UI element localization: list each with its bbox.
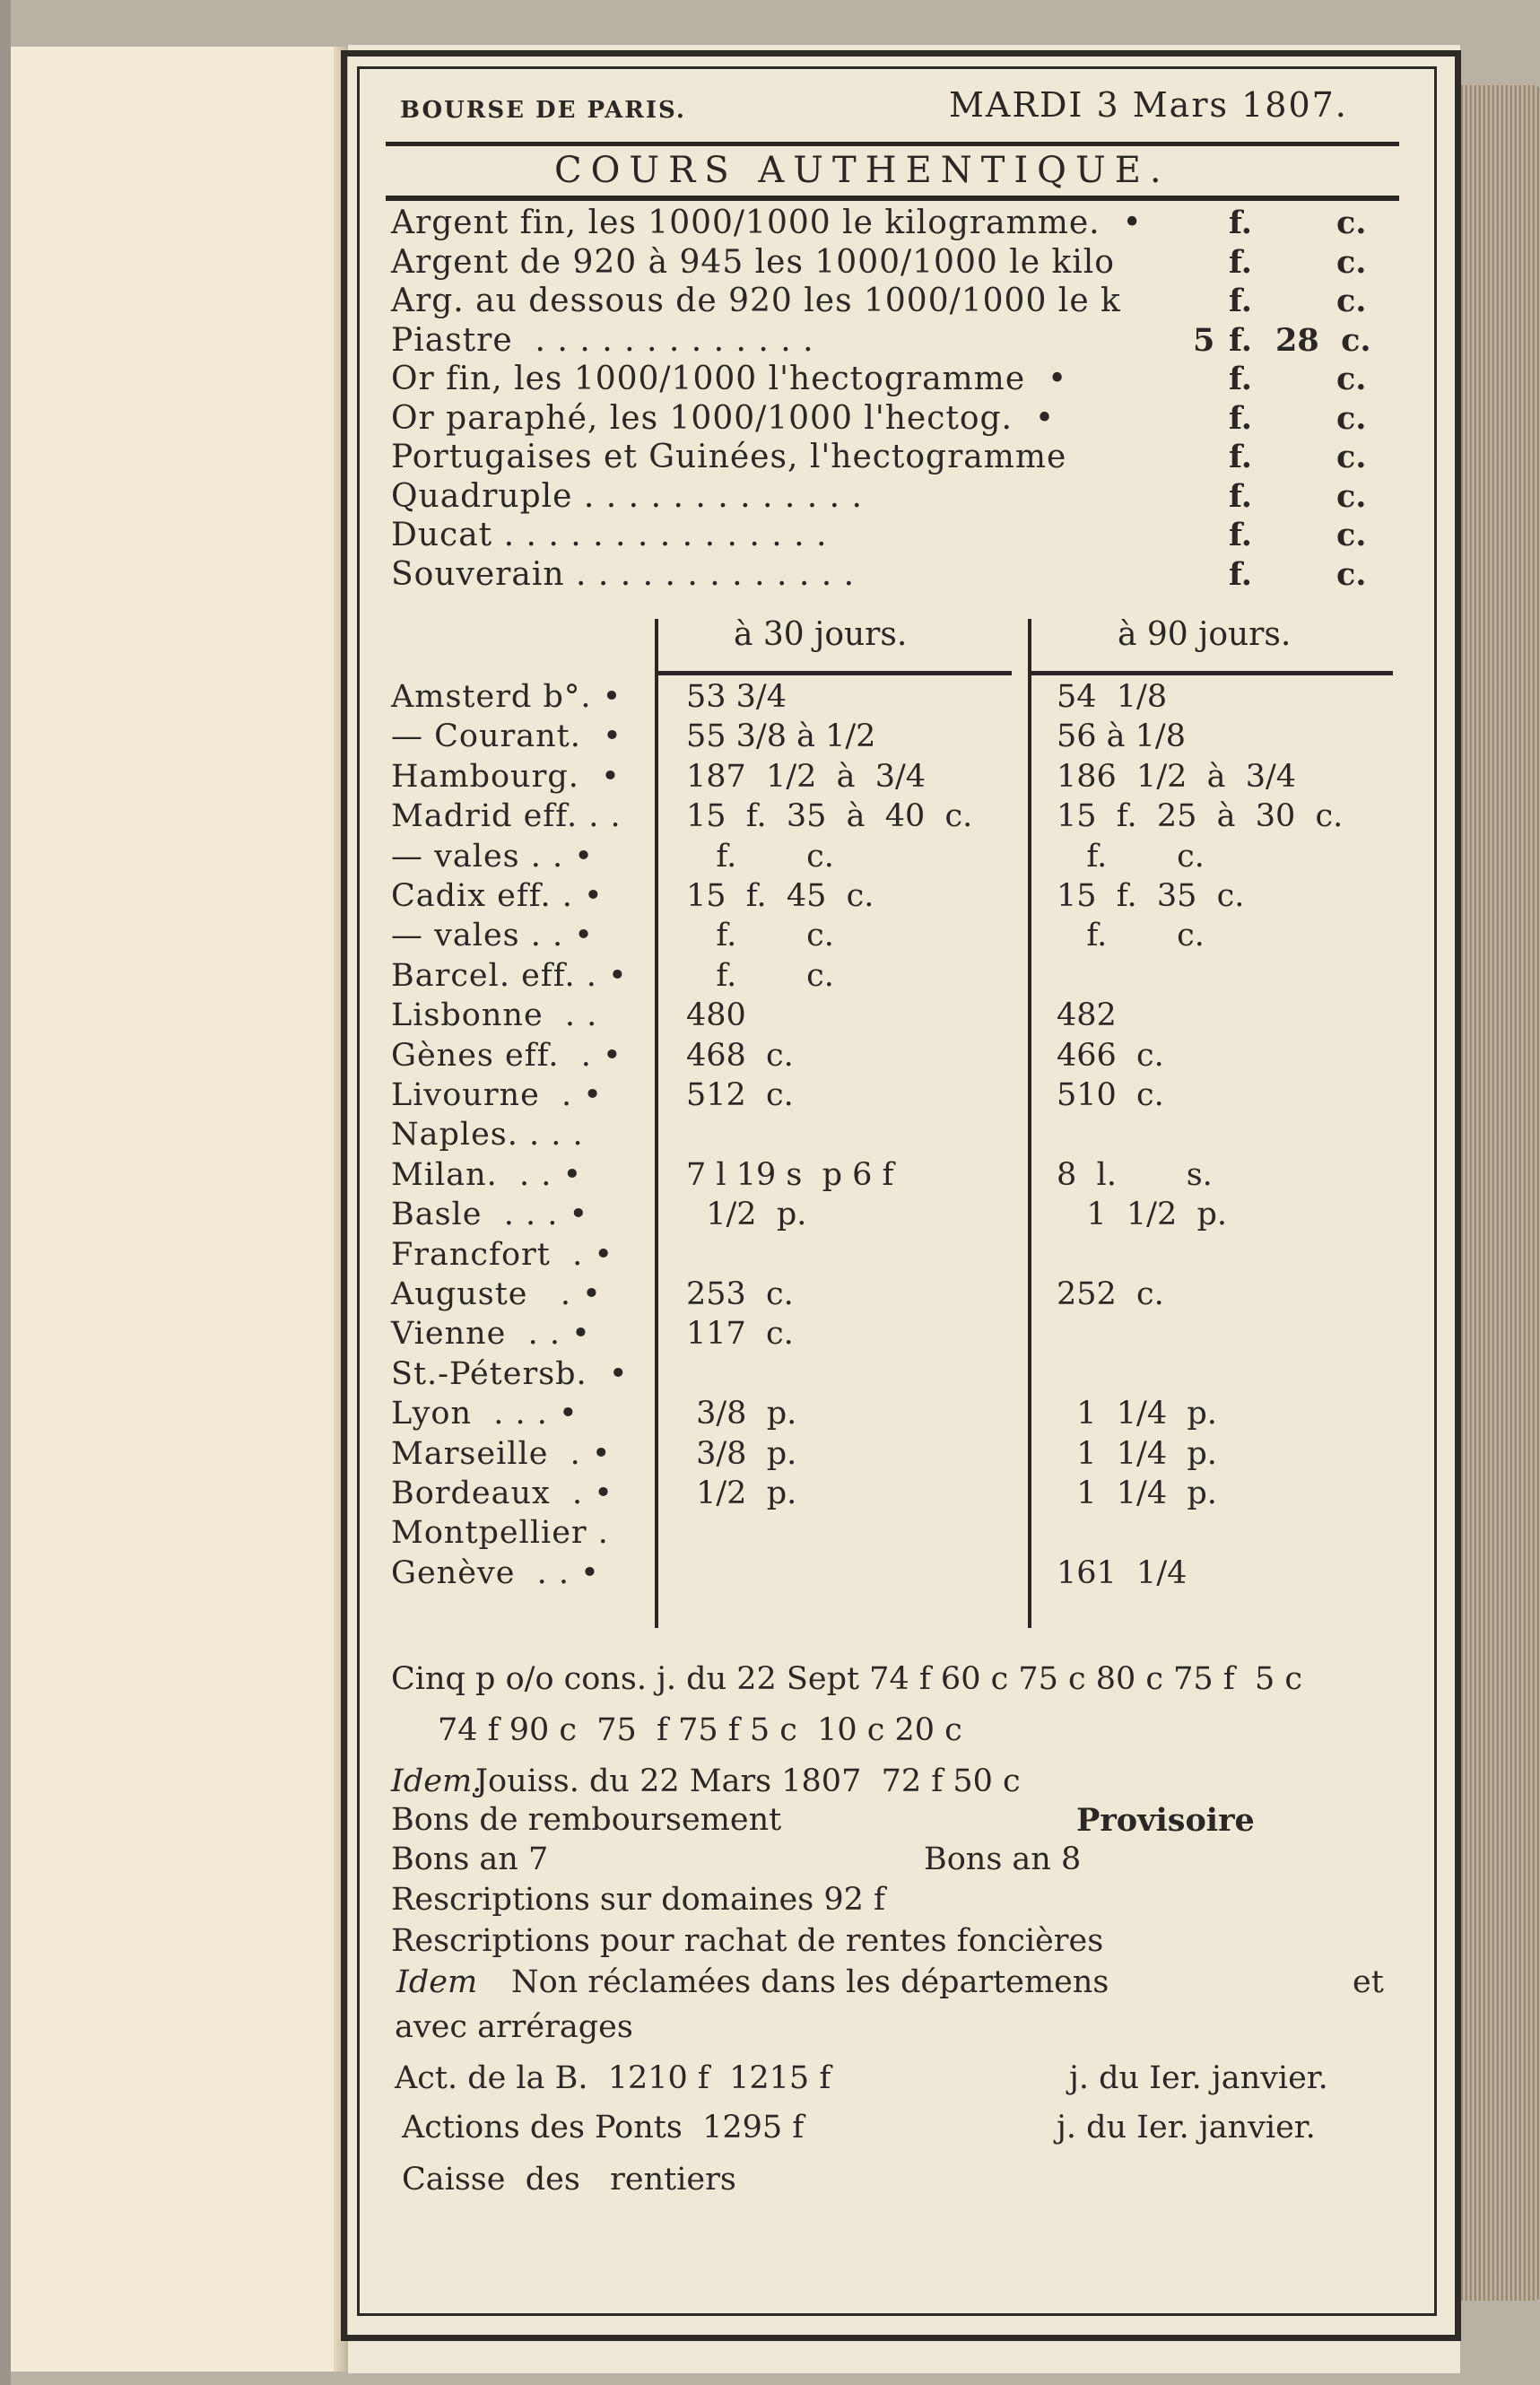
exchange-city: St.-Pétersb. • [391, 1356, 629, 1392]
provisoire-label: Provisoire [1076, 1802, 1255, 1839]
bons-an8: Bons an 8 [924, 1841, 1082, 1877]
rate-30-days: 53 3/4 [686, 679, 787, 715]
metal-franc: f. [1229, 322, 1252, 359]
col-divider-1 [655, 619, 658, 1628]
jouissance-1: j. du Ier. janvier. [1069, 2060, 1328, 2096]
rate-90-days: 482 [1057, 997, 1117, 1033]
metal-label: Or fin, les 1000/1000 l'hectogramme • [391, 361, 1068, 397]
exchange-city: Milan. . . • [391, 1157, 583, 1193]
metal-franc: f. [1229, 400, 1252, 437]
metal-label: Argent de 920 à 945 les 1000/1000 le kilo [391, 244, 1115, 281]
exchange-city: Lyon . . . • [391, 1396, 579, 1432]
cinq-line-1: Cinq p o/o cons. j. du 22 Sept 74 f 60 c 75 c 80 c 75 f 5 c [391, 1661, 1302, 1697]
idem-text-1: Jouiss. du 22 Mars 1807 72 f 50 c [475, 1763, 1021, 1799]
metal-franc: f. [1229, 205, 1252, 241]
exchange-city: Lisbonne . . [391, 997, 598, 1033]
rescriptions-domaines: Rescriptions sur domaines 92 f [391, 1882, 885, 1918]
jouissance-2: j. du Ier. janvier. [1057, 2110, 1316, 2146]
rate-90-days: 1 1/4 p. [1057, 1396, 1217, 1432]
idem-label-2: Idem [396, 1964, 478, 2000]
header-rule [386, 142, 1399, 146]
rate-90-days: 466 c. [1057, 1038, 1164, 1074]
metal-centime: c. [1336, 517, 1367, 553]
bons-remboursement: Bons de remboursement [391, 1802, 782, 1838]
rate-90-days: 15 f. 25 à 30 c. [1057, 798, 1344, 834]
col30-heading: à 30 jours. [734, 616, 908, 653]
metal-label: Portugaises et Guinées, l'hectogramme [391, 439, 1067, 475]
metal-franc: f. [1229, 244, 1252, 281]
metal-label: Argent fin, les 1000/1000 le kilogramme. • [391, 205, 1143, 241]
rate-90-days: 1 1/2 p. [1057, 1197, 1228, 1232]
exchange-city: Basle . . . • [391, 1197, 589, 1232]
metal-centime: c. [1336, 244, 1367, 281]
page-edges [1457, 85, 1540, 2301]
background-strip [0, 0, 11, 2385]
rate-30-days: 3/8 p. [686, 1436, 797, 1472]
exchange-city: Bordeaux . • [391, 1475, 613, 1511]
rate-90-days: 8 l. s. [1057, 1157, 1213, 1193]
exchange-city: Amsterd b°. • [391, 679, 622, 715]
rate-30-days: 1/2 p. [686, 1197, 807, 1232]
rate-30-days: f. c. [686, 918, 834, 953]
exchange-city: Auguste . • [391, 1276, 602, 1312]
metal-label: Or paraphé, les 1000/1000 l'hectog. • [391, 400, 1056, 437]
rate-30-days: 55 3/8 à 1/2 [686, 718, 876, 754]
rescriptions-rachat: Rescriptions pour rachat de rentes foncières [391, 1923, 1104, 1959]
left-blank-page [11, 47, 335, 2372]
exchange-city: Marseille . • [391, 1436, 612, 1472]
action-ponts: Actions des Ponts 1295 f [402, 2110, 805, 2146]
metal-centime: c. [1336, 361, 1367, 397]
exchange-city: Gènes eff. . • [391, 1038, 622, 1074]
metal-franc: f. [1229, 556, 1252, 593]
col-divider-2 [1028, 619, 1031, 1628]
rate-30-days: 15 f. 45 c. [686, 878, 874, 914]
exchange-city: — Courant. • [391, 718, 622, 754]
rate-30-days: f. c. [686, 839, 834, 875]
rate-30-days: 512 c. [686, 1077, 794, 1113]
rate-90-days: 1 1/4 p. [1057, 1436, 1217, 1472]
arrerages-line: avec arrérages [395, 2009, 633, 2045]
metal-centime: 28 c. [1275, 322, 1371, 359]
metal-centime: c. [1336, 439, 1367, 475]
metal-label: Quadruple . . . . . . . . . . . . . [391, 478, 863, 515]
bons-an7: Bons an 7 [391, 1841, 549, 1877]
action-banque: Act. de la B. 1210 f 1215 f [395, 2060, 831, 2096]
idem-text-2: Non réclamées dans les départemens [511, 1964, 1109, 2000]
rate-30-days: f. c. [686, 958, 834, 994]
exchange-city: Barcel. eff. . • [391, 958, 628, 994]
rate-30-days: 7 l 19 s p 6 f [686, 1157, 894, 1193]
rate-90-days: 252 c. [1057, 1276, 1164, 1312]
metal-franc: f. [1229, 517, 1252, 553]
metal-label: Arg. au dessous de 920 les 1000/1000 le k [391, 283, 1121, 319]
metal-centime: c. [1336, 283, 1367, 319]
rate-30-days: 15 f. 35 à 40 c. [686, 798, 973, 834]
rate-30-days: 1/2 p. [686, 1475, 797, 1511]
rate-90-days: 15 f. 35 c. [1057, 878, 1245, 914]
exchange-city: — vales . . • [391, 839, 594, 875]
exchange-city: Madrid eff. . . [391, 798, 622, 834]
idem-label-1: Idem. [391, 1763, 483, 1799]
exchange-city: — vales . . • [391, 918, 594, 953]
rate-30-days: 117 c. [686, 1316, 794, 1352]
metal-qty: 5 [1193, 322, 1215, 359]
exchange-city: Hambourg. • [391, 759, 621, 795]
rate-90-days: 54 1/8 [1057, 679, 1168, 715]
col30-rule [657, 671, 1012, 675]
page-title: COURS AUTHENTIQUE. [554, 150, 1170, 191]
rate-30-days: 480 [686, 997, 746, 1033]
et-label: et [1353, 1964, 1384, 2000]
rate-90-days: 161 1/4 [1057, 1555, 1188, 1591]
exchange-city: Genève . . • [391, 1555, 600, 1591]
exchange-city: Vienne . . • [391, 1316, 591, 1352]
title-rule [386, 196, 1399, 201]
rate-30-days: 3/8 p. [686, 1396, 797, 1432]
exchange-city: Montpellier . [391, 1515, 609, 1551]
rate-90-days: 1 1/4 p. [1057, 1475, 1217, 1511]
exchange-city: Naples. . . . [391, 1117, 584, 1153]
exchange-city: Francfort . • [391, 1237, 613, 1273]
metal-centime: c. [1336, 205, 1367, 241]
date-heading: MARDI 3 Mars 1807. [949, 85, 1348, 125]
metal-franc: f. [1229, 478, 1252, 515]
rate-90-days: 186 1/2 à 3/4 [1057, 759, 1297, 795]
metal-label: Ducat . . . . . . . . . . . . . . . [391, 517, 828, 553]
metal-centime: c. [1336, 400, 1367, 437]
rate-90-days: f. c. [1057, 839, 1205, 875]
metal-centime: c. [1336, 478, 1367, 515]
cinq-line-2: 74 f 90 c 75 f 75 f 5 c 10 c 20 c [438, 1712, 962, 1748]
rate-30-days: 187 1/2 à 3/4 [686, 759, 927, 795]
metal-label: Souverain . . . . . . . . . . . . . [391, 556, 856, 593]
rate-30-days: 468 c. [686, 1038, 794, 1074]
bourse-heading: BOURSE DE PARIS. [400, 97, 686, 124]
metal-franc: f. [1229, 439, 1252, 475]
exchange-city: Livourne . • [391, 1077, 603, 1113]
caisse-rentiers: Caisse des rentiers [402, 2162, 736, 2198]
rate-90-days: f. c. [1057, 918, 1205, 953]
metal-label: Piastre . . . . . . . . . . . . . [391, 322, 814, 359]
rate-90-days: 510 c. [1057, 1077, 1164, 1113]
col90-heading: à 90 jours. [1118, 616, 1292, 653]
rate-90-days: 56 à 1/8 [1057, 718, 1186, 754]
metal-franc: f. [1229, 361, 1252, 397]
rate-30-days: 253 c. [686, 1276, 794, 1312]
metal-franc: f. [1229, 283, 1252, 319]
metal-centime: c. [1336, 556, 1367, 593]
col90-rule [1030, 671, 1393, 675]
exchange-city: Cadix eff. . • [391, 878, 604, 914]
